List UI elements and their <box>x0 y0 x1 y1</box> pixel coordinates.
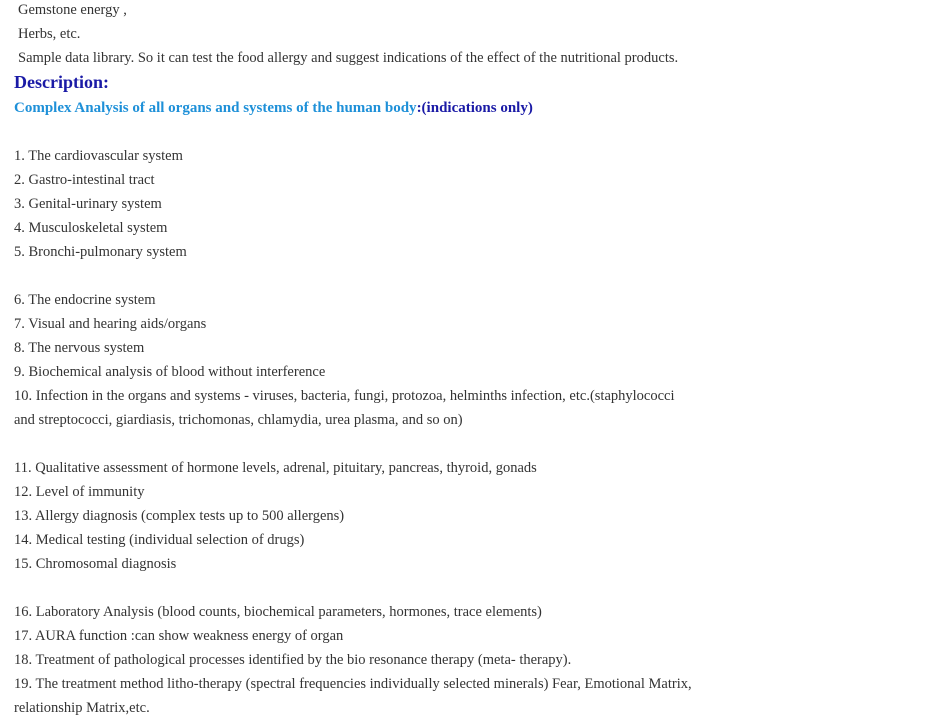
list-item: 12. Level of immunity <box>14 484 145 500</box>
analysis-heading <box>14 96 533 120</box>
list-item: 2. Gastro-intestinal tract <box>14 172 155 188</box>
list-item-continuation: relationship Matrix,etc. <box>14 700 150 716</box>
list-item: 10. Infection in the organs and systems - viruses, bacteria, fungi, protozoa, helminths infection, etc.(staphylococci <box>14 388 675 404</box>
list-item: 7. Visual and hearing aids/organs <box>14 316 207 332</box>
list-item: 18. Treatment of pathological processes identified by the bio resonance therapy (meta- therapy). <box>14 652 572 668</box>
analysis-heading-suffix: :(indications only) <box>416 100 533 116</box>
list-item-continuation: and streptococci, giardiasis, trichomonas, chlamydia, urea plasma, and so on) <box>14 412 463 428</box>
list-item: 11. Qualitative assessment of hormone levels, adrenal, pituitary, pancreas, thyroid, gonads <box>14 460 537 476</box>
description-heading: Description: <box>14 72 109 92</box>
list-item: 16. Laboratory Analysis (blood counts, biochemical parameters, hormones, trace elements) <box>14 604 542 620</box>
list-item: 5. Bronchi-pulmonary system <box>14 244 187 260</box>
intro-line-gemstone: Gemstone energy , <box>18 2 127 18</box>
list-item: 15. Chromosomal diagnosis <box>14 556 177 572</box>
list-item: 3. Genital-urinary system <box>14 196 162 212</box>
list-item: 6. The endocrine system <box>14 292 156 308</box>
list-item: 13. Allergy diagnosis (complex tests up to 500 allergens) <box>14 508 345 524</box>
list-item: 9. Biochemical analysis of blood without interference <box>14 364 326 380</box>
list-item: 14. Medical testing (individual selection of drugs) <box>14 532 305 548</box>
list-item: 8. The nervous system <box>14 340 145 356</box>
intro-line-herbs: Herbs, etc. <box>18 26 81 42</box>
list-item: 19. The treatment method litho-therapy (spectral frequencies individually selected minerals) Fear, Emotional Matrix, <box>14 676 692 692</box>
list-item: 17. AURA function :can show weakness energy of organ <box>14 628 344 644</box>
list-item: 1. The cardiovascular system <box>14 148 183 164</box>
intro-line-sample-library: Sample data library. So it can test the food allergy and suggest indications of the effect of the nutritional products. <box>18 50 679 66</box>
analysis-heading-main: Complex Analysis of all organs and systems of the human body <box>14 100 417 116</box>
list-item: 4. Musculoskeletal system <box>14 220 168 236</box>
